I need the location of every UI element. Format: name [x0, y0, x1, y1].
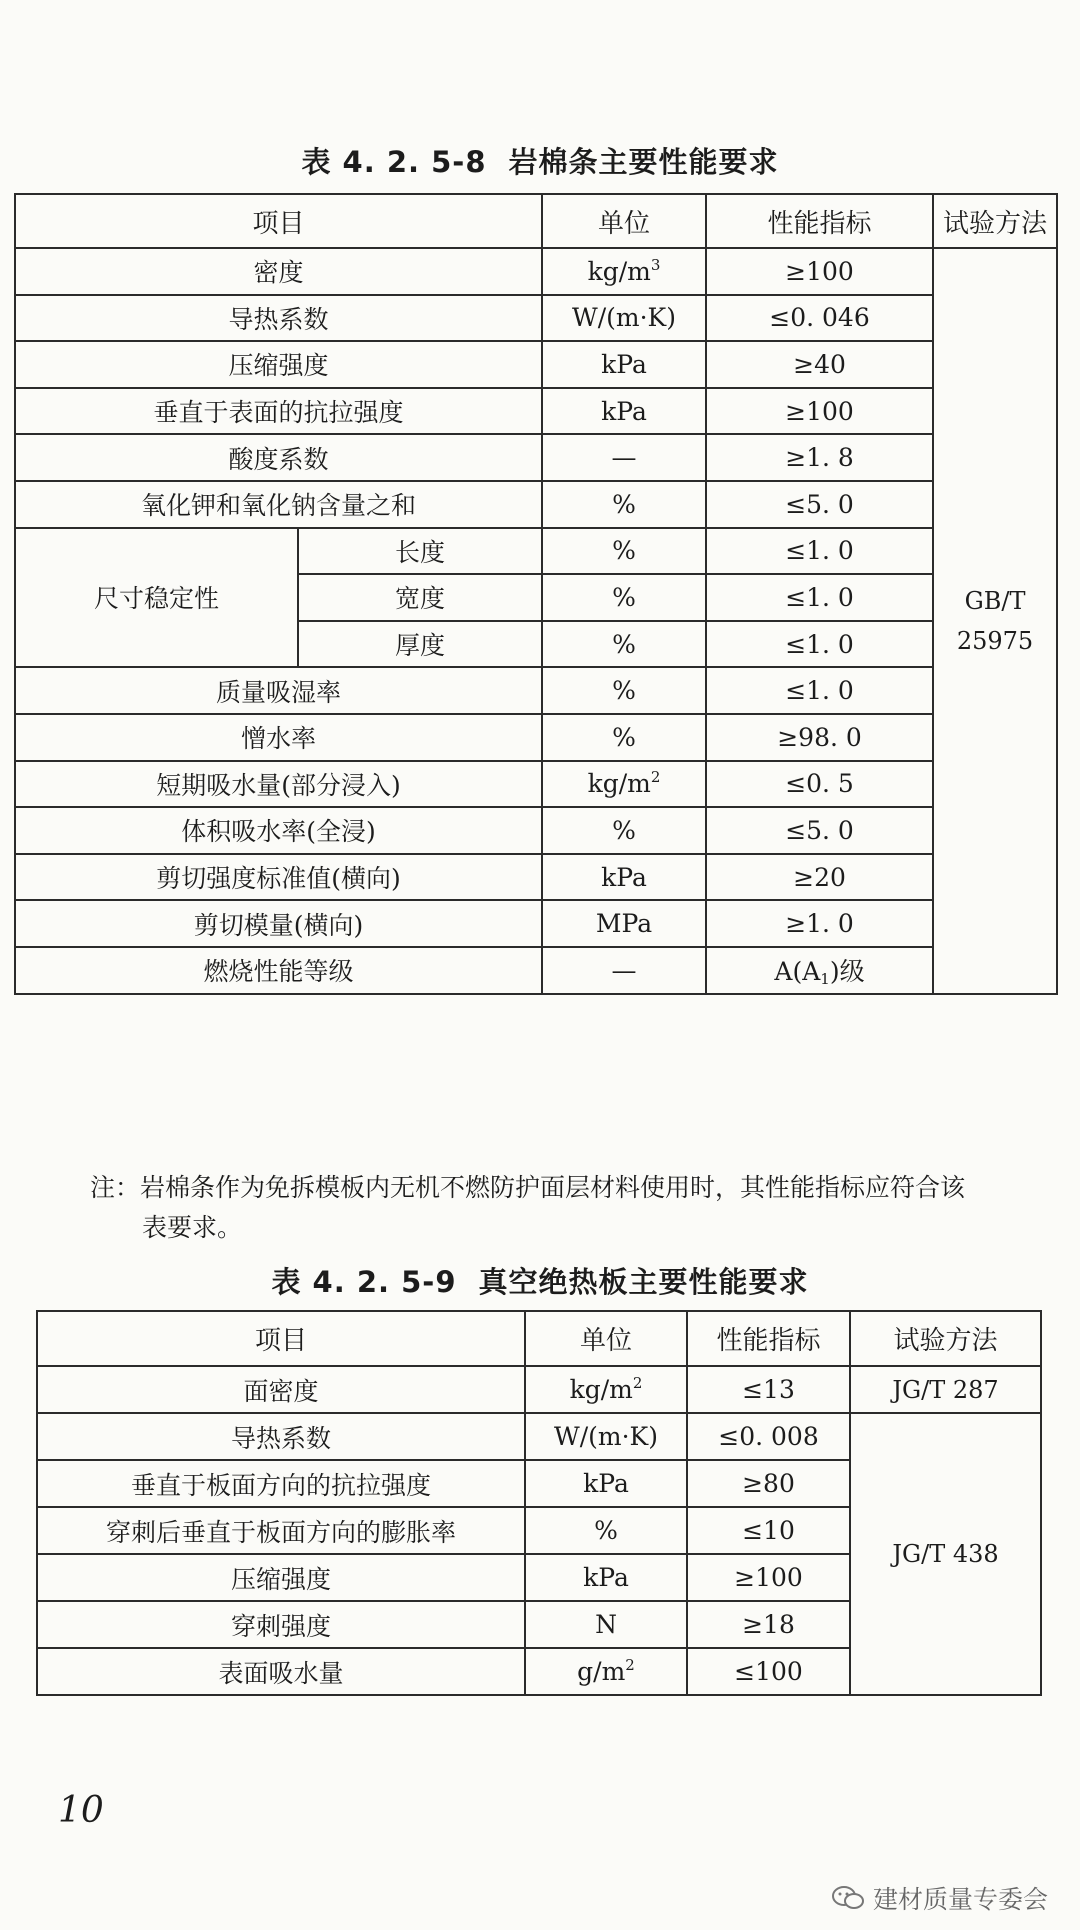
spec-cell: ≤1. 0 [706, 574, 933, 621]
vacuum-insulation-panel-table [36, 1310, 1042, 1696]
table1-caption [0, 140, 1080, 181]
sub-item-cell: 宽度 [298, 574, 542, 621]
spec-cell: ≥18 [687, 1601, 850, 1648]
unit-cell: $g/m^2$ [525, 1648, 687, 1695]
dimension-stability-label: 尺寸稳定性 [15, 528, 298, 668]
spec-cell: ≥98. 0 [706, 714, 933, 761]
spec-cell: ≤0. 5 [706, 761, 933, 808]
item-cell: 垂直于板面方向的抗拉强度 [37, 1460, 525, 1507]
method-line2: 25975 [956, 626, 1034, 655]
item-cell: 面密度 [37, 1366, 525, 1413]
method-line1: GB/T [964, 586, 1026, 615]
table2-number: 表 4. 2. 5-9 [271, 1265, 457, 1299]
spec-cell: ≤0. 008 [687, 1413, 850, 1460]
unit-cell: kPa [542, 341, 706, 388]
header-unit: 单位 [525, 1311, 687, 1366]
unit-cell: $kg/m^3$ [542, 248, 706, 295]
spec-cell: ≤0. 046 [706, 295, 933, 342]
item-cell: 氧化钾和氧化钠含量之和 [15, 481, 542, 528]
spec-cell: ≥20 [706, 854, 933, 901]
spec-cell: $A(A_1)$级 [706, 947, 933, 994]
spec-cell: ≤1. 0 [706, 621, 933, 668]
table1-note [90, 1168, 1050, 1248]
item-cell: 穿刺强度 [37, 1601, 525, 1648]
spec-cell: ≤100 [687, 1648, 850, 1695]
unit-cell: $kg/m^2$ [525, 1366, 687, 1413]
table-row [37, 1311, 1041, 1366]
spec-cell: ≥1. 8 [706, 434, 933, 481]
spec-cell: ≥100 [706, 388, 933, 435]
header-method: 试验方法 [850, 1311, 1041, 1366]
unit-cell: kPa [525, 1554, 687, 1601]
unit-cell: % [542, 807, 706, 854]
header-item: 项目 [15, 194, 542, 248]
page-number: 10 [58, 1790, 104, 1831]
sub-item-cell: 长度 [298, 528, 542, 575]
spec-cell: ≤10 [687, 1507, 850, 1554]
note-line2: 表要求。 [142, 1213, 243, 1242]
table-row [15, 194, 1057, 248]
spec-cell: ≤1. 0 [706, 528, 933, 575]
item-cell: 导热系数 [15, 295, 542, 342]
unit-cell: MPa [542, 900, 706, 947]
unit-cell: % [542, 667, 706, 714]
unit-cell: — [542, 947, 706, 994]
unit-cell: W/(m·K) [542, 295, 706, 342]
header-spec: 性能指标 [706, 194, 933, 248]
table-row [15, 388, 1057, 435]
table-row [15, 295, 1057, 342]
item-cell: 质量吸湿率 [15, 667, 542, 714]
item-cell: 燃烧性能等级 [15, 947, 542, 994]
unit-cell: % [525, 1507, 687, 1554]
table-row [37, 1413, 1041, 1460]
unit-cell: kPa [542, 388, 706, 435]
watermark-text: 建材质量专委会 [872, 1885, 1048, 1914]
unit-cell: N [525, 1601, 687, 1648]
test-method-cell: JG/T 438 [850, 1413, 1041, 1695]
table-row [15, 528, 1057, 575]
watermark [831, 1880, 1048, 1916]
item-cell: 压缩强度 [15, 341, 542, 388]
table1-number: 表 4. 2. 5-8 [301, 145, 487, 179]
item-cell: 剪切模量(横向) [15, 900, 542, 947]
header-spec: 性能指标 [687, 1311, 850, 1366]
table-row [15, 807, 1057, 854]
spec-cell: ≤13 [687, 1366, 850, 1413]
spec-cell: ≥40 [706, 341, 933, 388]
item-cell: 表面吸水量 [37, 1648, 525, 1695]
item-cell: 穿刺后垂直于板面方向的膨胀率 [37, 1507, 525, 1554]
table-row [15, 434, 1057, 481]
table-row [15, 481, 1057, 528]
table-row [15, 248, 1057, 295]
item-cell: 体积吸水率(全浸) [15, 807, 542, 854]
table-row [15, 761, 1057, 808]
spec-cell: ≤1. 0 [706, 667, 933, 714]
table-row [15, 341, 1057, 388]
table-row [15, 714, 1057, 761]
item-cell: 密度 [15, 248, 542, 295]
unit-cell: % [542, 481, 706, 528]
item-cell: 导热系数 [37, 1413, 525, 1460]
header-unit: 单位 [542, 194, 706, 248]
table2-caption [0, 1260, 1080, 1301]
unit-cell: $kg/m^2$ [542, 761, 706, 808]
test-method-cell: JG/T 287 [850, 1366, 1041, 1413]
header-method: 试验方法 [933, 194, 1057, 248]
unit-cell: % [542, 714, 706, 761]
item-cell: 憎水率 [15, 714, 542, 761]
item-cell: 短期吸水量(部分浸入) [15, 761, 542, 808]
unit-cell: % [542, 528, 706, 575]
table-row [15, 854, 1057, 901]
spec-cell: ≥80 [687, 1460, 850, 1507]
unit-cell: kPa [542, 854, 706, 901]
spec-cell: ≤5. 0 [706, 807, 933, 854]
item-cell: 酸度系数 [15, 434, 542, 481]
table-row [15, 667, 1057, 714]
header-item: 项目 [37, 1311, 525, 1366]
item-cell: 垂直于表面的抗拉强度 [15, 388, 542, 435]
spec-cell: ≥100 [687, 1554, 850, 1601]
spec-cell: ≥100 [706, 248, 933, 295]
wechat-bubble-icon [831, 1885, 865, 1911]
item-cell: 剪切强度标准值(横向) [15, 854, 542, 901]
sub-item-cell: 厚度 [298, 621, 542, 668]
unit-cell: % [542, 621, 706, 668]
table-row [15, 900, 1057, 947]
test-method-cell [933, 248, 1057, 994]
rock-wool-strip-table [14, 193, 1058, 995]
unit-cell: kPa [525, 1460, 687, 1507]
unit-cell: % [542, 574, 706, 621]
table-row [37, 1366, 1041, 1413]
unit-cell: W/(m·K) [525, 1413, 687, 1460]
unit-cell: — [542, 434, 706, 481]
item-cell: 压缩强度 [37, 1554, 525, 1601]
table1-title: 岩棉条主要性能要求 [508, 145, 779, 179]
spec-cell: ≥1. 0 [706, 900, 933, 947]
table2-title: 真空绝热板主要性能要求 [478, 1265, 809, 1299]
note-line1: 注：岩棉条作为免拆模板内无机不燃防护面层材料使用时，其性能指标应符合该 [90, 1173, 966, 1202]
spec-cell: ≤5. 0 [706, 481, 933, 528]
table-row [15, 947, 1057, 994]
